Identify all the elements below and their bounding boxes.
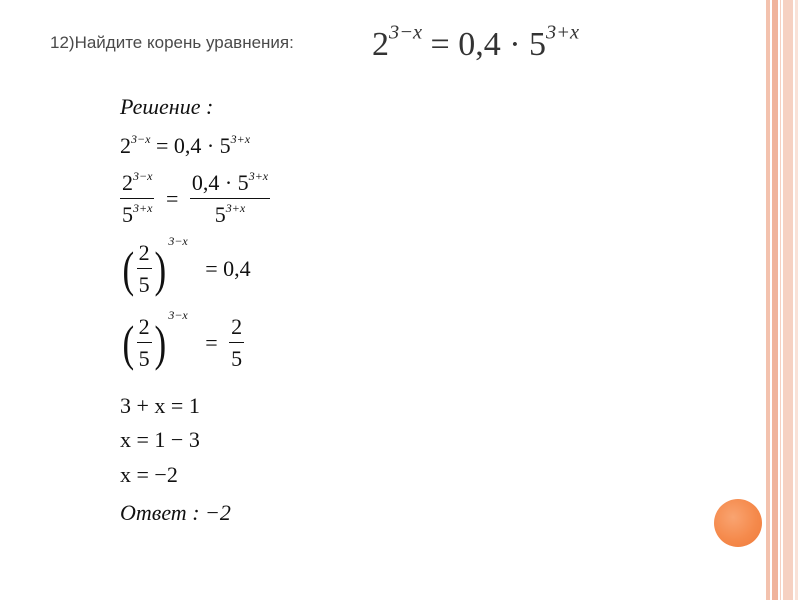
solution-heading: Решение : — [120, 94, 214, 119]
step2-num-right-exp: 3+x — [248, 169, 269, 183]
step2-den-left-exp: 3+x — [133, 201, 153, 215]
step1-mid: = 0,4 · — [150, 133, 220, 158]
step4-num: 2 — [138, 314, 150, 339]
step2-den-right: 5 — [214, 202, 226, 227]
step4-rhs-num: 2 — [231, 314, 243, 339]
task-equation — [372, 20, 579, 70]
decor-orange-circle — [714, 499, 762, 547]
eq-rhs-exp: 3+x — [546, 21, 580, 44]
task-title: 12)Найдите корень уравнения: — [50, 33, 294, 52]
step1-a-exp: 3−x — [131, 132, 151, 146]
solution-step-6: x = 1 − 3 — [120, 427, 200, 452]
decor-stripe — [772, 0, 778, 600]
step4-exp: 3−x — [168, 308, 188, 322]
solution-answer: Ответ : −2 — [120, 500, 231, 525]
solution-step-1 — [120, 133, 250, 159]
eq-lhs-exp: 3−x — [389, 21, 423, 44]
step2-num-left-exp: 3−x — [133, 169, 153, 183]
step2-right-fraction — [190, 170, 270, 228]
step4-equals: = — [205, 330, 218, 355]
eq-rhs-base: 5 — [529, 26, 547, 63]
step4-rhs-den: 5 — [231, 346, 243, 371]
eq-lhs-base: 2 — [372, 26, 389, 63]
step3-exp: 3−x — [168, 234, 188, 248]
step4-den: 5 — [138, 346, 150, 371]
step2-equals: = — [165, 186, 179, 211]
step3-den: 5 — [138, 272, 150, 297]
solution-step-7: x = −2 — [120, 462, 178, 487]
step2-den-right-exp: 3+x — [225, 201, 246, 215]
step4-fraction — [137, 314, 152, 372]
step2-num-right: 0,4 · 5 — [191, 170, 249, 195]
step1-b-exp: 3+x — [230, 132, 251, 146]
step3-fraction — [137, 240, 152, 298]
solution-step-2 — [120, 170, 270, 228]
step1-a: 2 — [120, 133, 131, 158]
decor-stripe — [783, 0, 793, 600]
solution-step-4: ( $\frac{2}{5}$ ) 3−x = $\frac{2}{5}$ — [122, 308, 243, 371]
step2-den-left: 5 — [122, 202, 133, 227]
step3-rhs: = 0,4 — [205, 256, 251, 281]
step2-left-fraction — [120, 170, 154, 228]
solution-step-5: 3 + x = 1 — [120, 393, 200, 418]
decor-stripe — [780, 0, 781, 600]
step2-num-left: 2 — [122, 170, 133, 195]
solution-step-3: ( $\frac{2}{5}$ ) 3−x = 0,4 — [122, 234, 251, 297]
decor-stripe — [766, 0, 770, 600]
step3-num: 2 — [138, 240, 150, 265]
decor-stripe — [795, 0, 798, 600]
step1-b: 5 — [219, 133, 231, 158]
eq-middle: = 0,4 · — [422, 26, 530, 63]
step4-rhs-fraction — [229, 314, 244, 372]
